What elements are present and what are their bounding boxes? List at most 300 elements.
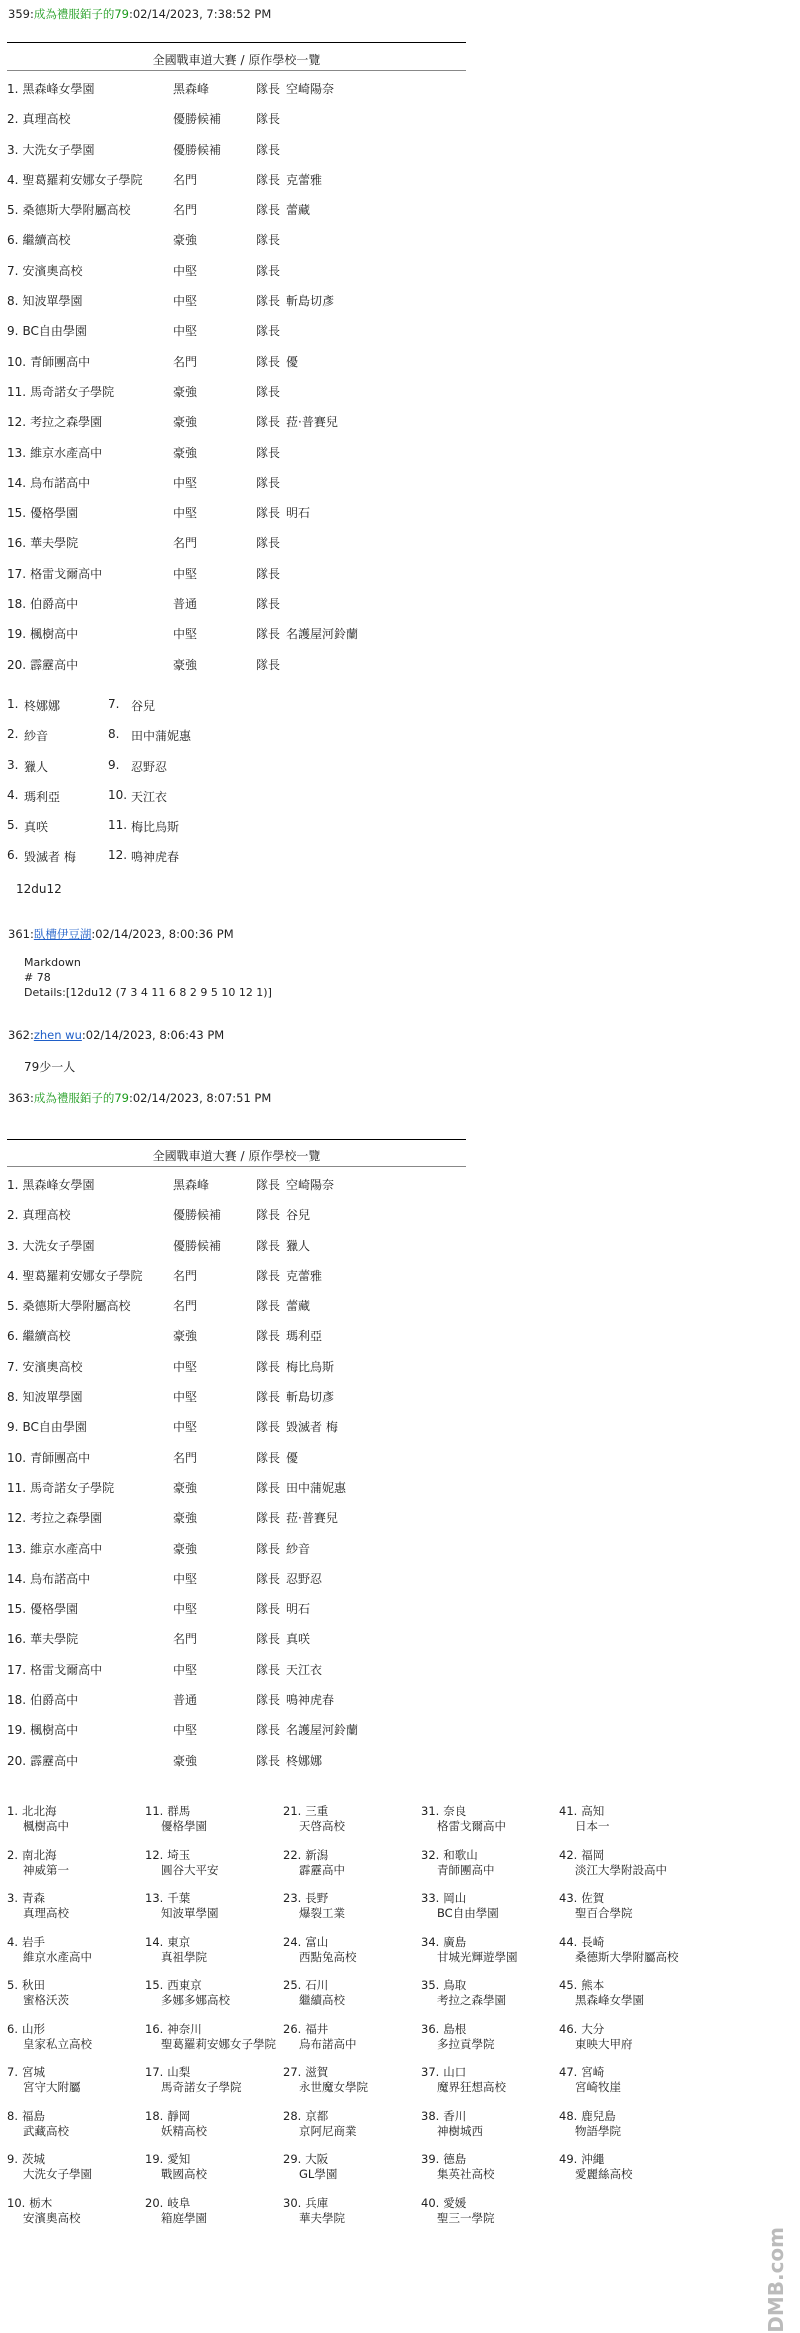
captain — [256, 1600, 310, 1617]
captain-name: 明石 — [286, 506, 311, 521]
school-name-text: 真理高校 — [22, 112, 71, 127]
captain-name: 瑪利亞 — [286, 1329, 323, 1344]
prefecture-number: 12. — [145, 1847, 164, 1862]
prefecture-name — [421, 1935, 561, 1950]
captain — [256, 444, 286, 461]
prefecture-number: 14. — [145, 1934, 164, 1949]
captain — [256, 1206, 310, 1223]
captain — [256, 474, 286, 491]
row-number: 4. — [7, 1268, 19, 1283]
prefecture-school: 多娜多娜高校 — [161, 1993, 230, 2007]
captain — [256, 322, 286, 339]
school-name-text: 伯爵高中 — [30, 1693, 79, 1708]
candidate-name: 忍野忍 — [131, 759, 168, 774]
school-name-text: 格雷戈爾高中 — [30, 1662, 103, 1677]
school-tier: 中堅 — [173, 506, 198, 521]
school-name-text: 黑森峰女學園 — [22, 82, 95, 96]
row-number: 3. — [7, 142, 19, 157]
school-name — [7, 1418, 87, 1435]
prefecture-name — [421, 2022, 561, 2037]
captain-label: 隊長 — [256, 566, 281, 581]
school-name-text: 聖葛羅莉安娜女子學院 — [22, 172, 143, 187]
prefecture-number: 29. — [283, 2152, 302, 2166]
captain-label: 隊長 — [256, 324, 281, 339]
prefecture-entry — [145, 2152, 285, 2182]
prefecture-label: 富山 — [305, 1934, 329, 1949]
prefecture-label: 栃木 — [29, 2195, 53, 2210]
captain — [256, 1721, 358, 1738]
candidate-name: 紗音 — [24, 729, 49, 744]
prefecture-name — [559, 2152, 699, 2167]
prefecture-entry — [559, 2109, 699, 2139]
prefecture-school: 妖精高校 — [161, 2123, 207, 2138]
row-number: 9. — [7, 1420, 19, 1435]
prefecture-label: 滋賀 — [305, 2065, 329, 2079]
post-number: 363: — [8, 1091, 34, 1105]
candidate-name: 毀滅者 梅 — [24, 850, 76, 865]
prefecture-label: 西東京 — [167, 1978, 202, 1992]
prefecture-number: 42. — [559, 1847, 578, 1862]
row-number: 8. — [7, 294, 19, 309]
prefecture-entry — [283, 2196, 423, 2226]
school-name — [7, 1721, 78, 1738]
school-tier: 名門 — [173, 203, 198, 218]
prefecture-school: 真祖學院 — [161, 1949, 207, 1964]
school-name-text: BC自由學園 — [22, 324, 87, 339]
school-row — [7, 1509, 507, 1539]
school-tier: 豪強 — [173, 1329, 198, 1344]
prefecture-name — [283, 2065, 423, 2080]
school-name — [7, 1540, 102, 1557]
markdown-result: # 78 — [24, 971, 51, 984]
school-tier: 中堅 — [173, 294, 198, 309]
prefecture-school: 格雷戈爾高中 — [437, 1819, 506, 1833]
school-tier: 豪強 — [173, 1480, 198, 1495]
school-row — [7, 231, 507, 261]
candidate-name: 獵人 — [24, 759, 49, 774]
prefecture-number: 15. — [145, 1978, 164, 1992]
captain-name: 克蕾雅 — [286, 172, 323, 187]
post-number: 359: — [8, 7, 34, 21]
row-number: 20. — [7, 1753, 27, 1768]
captain — [256, 1388, 334, 1405]
prefecture-number: 11. — [145, 1804, 164, 1818]
school-name — [7, 1237, 94, 1254]
prefecture-number: 19. — [145, 2152, 164, 2166]
prefecture-number: 8. — [7, 2108, 18, 2123]
prefecture-entry — [559, 1978, 699, 2008]
prefecture-school: 集英社高校 — [437, 2167, 495, 2181]
prefecture-entry — [421, 2022, 561, 2052]
captain-name: 克蕾雅 — [286, 1268, 323, 1283]
prefecture-entry — [7, 2109, 147, 2139]
table-top-rule — [7, 42, 466, 43]
prefecture-number: 25. — [283, 1978, 302, 1992]
row-number: 4. — [7, 172, 19, 187]
captain-name: 柊娜娜 — [286, 1753, 323, 1768]
prefecture-number: 37. — [421, 2065, 440, 2079]
school-tier: 名門 — [173, 1268, 198, 1283]
prefecture-number: 7. — [7, 2065, 18, 2079]
prefecture-number: 39. — [421, 2152, 440, 2166]
prefecture-label: 群馬 — [167, 1804, 191, 1818]
prefecture-label: 新潟 — [305, 1847, 329, 1862]
prefecture-name — [283, 2196, 423, 2211]
prefecture-school: 宮崎牧崖 — [575, 2080, 621, 2094]
school-row — [7, 565, 507, 595]
prefecture-entry — [145, 1891, 285, 1921]
school-name-text: 青師團高中 — [30, 1450, 91, 1465]
prefecture-label: 宮城 — [21, 2065, 45, 2079]
school-tier: 中堅 — [173, 1723, 198, 1738]
prefecture-school: 京阿尼商業 — [299, 2123, 357, 2138]
prefecture-label: 青森 — [21, 1891, 45, 1905]
prefecture-number: 18. — [145, 2108, 164, 2123]
candidate-number: 11. — [108, 818, 128, 833]
school-name-text: 知波單學園 — [22, 1390, 83, 1405]
prefecture-entry — [283, 1978, 423, 2008]
row-number: 18. — [7, 597, 27, 612]
prefecture-name — [559, 1848, 699, 1863]
school-name — [7, 1206, 70, 1223]
prefecture-entry — [283, 2152, 423, 2182]
prefecture-school: 華夫學院 — [299, 2210, 345, 2225]
row-number: 2. — [7, 1208, 19, 1223]
captain-label: 隊長 — [256, 1238, 281, 1253]
candidate-number: 5. — [7, 818, 19, 833]
prefecture-school: 神樹城西 — [437, 2123, 483, 2138]
school-tier: 中堅 — [173, 1390, 198, 1405]
prefecture-school: 聖葛羅莉安娜女子學院 — [161, 2036, 276, 2051]
prefecture-number: 27. — [283, 2065, 302, 2079]
row-number: 8. — [7, 1390, 19, 1405]
row-number: 5. — [7, 1299, 19, 1314]
prefecture-name — [559, 2022, 699, 2037]
prefecture-entry — [421, 1848, 561, 1878]
row-number: 1. — [7, 1178, 19, 1192]
prefecture-label: 大阪 — [305, 2152, 329, 2166]
prefecture-entry — [283, 2109, 423, 2139]
prefecture-label: 南北海 — [21, 1847, 57, 1862]
prefecture-label: 兵庫 — [305, 2195, 329, 2210]
captain-name: 天江衣 — [286, 1662, 323, 1677]
captain-name: 菈·普賽兒 — [286, 415, 338, 430]
prefecture-school: GL學園 — [299, 2167, 338, 2181]
dice-text: 12du12 — [16, 882, 62, 896]
school-tier: 豪強 — [173, 415, 198, 430]
captain-label: 隊長 — [256, 1450, 281, 1465]
school-name — [7, 80, 94, 97]
school-name — [7, 625, 78, 642]
prefecture-entry — [7, 2065, 147, 2095]
prefecture-name — [145, 2109, 285, 2124]
school-row — [7, 1176, 507, 1206]
prefecture-label: 鳥取 — [443, 1978, 467, 1992]
row-number: 2. — [7, 112, 19, 127]
prefecture-number: 22. — [283, 1847, 302, 1862]
prefecture-label: 岐阜 — [167, 2195, 191, 2210]
school-name — [7, 1297, 130, 1314]
prefecture-name — [145, 2196, 285, 2211]
post-timestamp: :02/14/2023, 7:38:52 PM — [128, 7, 272, 21]
prefecture-entry — [421, 2065, 561, 2095]
school-row — [7, 595, 507, 625]
prefecture-name — [421, 2065, 561, 2080]
prefecture-school: 聖百合學院 — [575, 1906, 633, 1920]
captain-label: 隊長 — [256, 142, 281, 157]
school-name — [7, 171, 142, 188]
prefecture-name — [421, 2109, 561, 2124]
school-name — [7, 1509, 102, 1526]
captain — [256, 565, 286, 582]
school-row — [7, 1418, 507, 1448]
prefecture-name — [283, 1978, 423, 1993]
school-name — [7, 1267, 142, 1284]
prefecture-name — [559, 1978, 699, 1993]
captain — [256, 171, 322, 188]
captain-label: 隊長 — [256, 1178, 281, 1192]
school-tier: 中堅 — [173, 1602, 198, 1617]
prefecture-number: 44. — [559, 1934, 578, 1949]
candidate-number: 2. — [7, 727, 19, 742]
prefecture-entry — [7, 1891, 147, 1921]
row-number: 16. — [7, 1632, 27, 1647]
prefecture-number: 34. — [421, 1934, 440, 1949]
prefecture-name — [7, 2152, 147, 2167]
prefecture-school: 霹靂高中 — [299, 1862, 345, 1877]
row-number: 12. — [7, 415, 27, 430]
captain — [256, 1570, 322, 1587]
prefecture-label: 沖繩 — [581, 2152, 605, 2166]
prefecture-entry — [7, 2022, 147, 2052]
prefecture-name — [7, 1891, 147, 1906]
captain — [256, 1297, 310, 1314]
school-name-text: 知波單學園 — [22, 294, 83, 309]
captain-label: 隊長 — [256, 657, 281, 672]
school-tier: 優勝候補 — [173, 142, 222, 157]
school-tier: 豪強 — [173, 445, 198, 460]
school-name — [7, 1327, 70, 1344]
prefecture-label: 香川 — [443, 2108, 467, 2123]
school-name — [7, 534, 78, 551]
prefecture-number: 28. — [283, 2108, 302, 2123]
prefecture-label: 島根 — [443, 2021, 467, 2036]
candidate-name: 真咲 — [24, 820, 49, 835]
table-title-rule — [7, 70, 466, 71]
school-row — [7, 656, 507, 686]
captain-label: 隊長 — [256, 536, 281, 551]
prefecture-number: 45. — [559, 1978, 578, 1992]
post-username[interactable]: zhen wu — [33, 1028, 82, 1042]
captain-name: 谷兒 — [286, 1208, 311, 1223]
school-tier: 名門 — [173, 1632, 198, 1647]
prefecture-entry — [421, 2109, 561, 2139]
school-tier: 中堅 — [173, 1662, 198, 1677]
school-row — [7, 353, 507, 383]
captain-label: 隊長 — [256, 506, 281, 521]
school-name-text: 聖葛羅莉安娜女子學院 — [22, 1268, 143, 1283]
captain-name: 菈·普賽兒 — [286, 1511, 338, 1526]
prefecture-entry — [283, 1804, 423, 1834]
captain — [256, 1176, 334, 1193]
captain-name: 蕾藏 — [286, 203, 311, 218]
captain-label: 隊長 — [256, 82, 281, 96]
prefecture-label: 山梨 — [167, 2065, 191, 2079]
captain-name: 田中蒲妮惠 — [286, 1480, 347, 1495]
captain — [256, 1540, 310, 1557]
post-header-363 — [8, 1090, 271, 1106]
captain — [256, 262, 286, 279]
prefecture-school: 黑森峰女學園 — [575, 1993, 644, 2007]
candidate-number: 4. — [7, 787, 19, 802]
school-tier: 名門 — [173, 536, 198, 551]
captain-label: 隊長 — [256, 475, 281, 490]
prefecture-name — [559, 1935, 699, 1950]
prefecture-label: 宮崎 — [581, 2065, 605, 2079]
prefecture-label: 高知 — [581, 1804, 605, 1818]
prefecture-number: 47. — [559, 2065, 578, 2079]
reply-text: 79少一人 — [24, 1060, 76, 1074]
prefecture-label: 德島 — [443, 2152, 467, 2166]
prefecture-school: 愛麗絲高校 — [575, 2167, 633, 2181]
prefecture-name — [283, 2022, 423, 2037]
school-name — [7, 1752, 78, 1769]
captain-label: 隊長 — [256, 1511, 281, 1526]
captain — [256, 1479, 346, 1496]
school-row — [7, 474, 507, 504]
prefecture-name — [145, 1848, 285, 1863]
captain-name: 空崎陽奈 — [286, 82, 335, 96]
captain-label: 隊長 — [256, 354, 281, 369]
prefecture-name — [7, 2065, 147, 2080]
candidate-name: 柊娜娜 — [24, 699, 61, 713]
captain — [256, 383, 286, 400]
school-row — [7, 171, 507, 201]
school-tier: 中堅 — [173, 627, 198, 642]
school-name — [7, 231, 70, 248]
school-tier: 名門 — [173, 1450, 198, 1465]
prefecture-number: 2. — [7, 1847, 18, 1862]
captain-label: 隊長 — [256, 203, 281, 218]
prefecture-number: 17. — [145, 2065, 164, 2079]
prefecture-label: 長崎 — [581, 1934, 605, 1949]
prefecture-name — [421, 1891, 561, 1906]
prefecture-school: 維京水產高中 — [23, 1949, 92, 1964]
prefecture-name — [421, 1978, 561, 1993]
captain-name: 優 — [286, 354, 299, 369]
prefecture-label: 秋田 — [21, 1978, 45, 1992]
school-name — [7, 444, 102, 461]
prefecture-label: 靜岡 — [167, 2108, 191, 2123]
captain — [256, 1752, 322, 1769]
school-row — [7, 262, 507, 292]
row-number: 10. — [7, 1450, 27, 1465]
prefecture-entry — [559, 2022, 699, 2052]
row-number: 11. — [7, 1480, 27, 1495]
prefecture-number: 48. — [559, 2108, 578, 2123]
school-name — [7, 201, 130, 218]
prefecture-name — [559, 1804, 699, 1819]
prefecture-name — [145, 1891, 285, 1906]
captain — [256, 201, 310, 218]
captain — [256, 353, 298, 370]
prefecture-name — [559, 1891, 699, 1906]
school-row — [7, 413, 507, 443]
row-number: 7. — [7, 1359, 19, 1374]
prefecture-number: 32. — [421, 1847, 440, 1862]
post-username[interactable]: 臥槽伊豆湖 — [33, 927, 92, 941]
school-name-text: 考拉之森學園 — [30, 1511, 103, 1526]
prefecture-school: 考拉之森學園 — [437, 1993, 506, 2007]
post-number: 361: — [8, 927, 34, 941]
prefecture-label: 三重 — [305, 1804, 329, 1818]
prefecture-entry — [7, 1935, 147, 1965]
prefecture-entry — [421, 2196, 561, 2226]
captain-name: 毀滅者 梅 — [286, 1420, 338, 1435]
prefecture-name — [421, 1804, 561, 1819]
school-name-text: BC自由學園 — [22, 1420, 87, 1435]
school-row — [7, 1237, 507, 1267]
prefecture-school: 多拉貢學院 — [437, 2036, 495, 2051]
post-username[interactable]: 成為禮服銆子的79 — [33, 7, 129, 21]
captain-label: 隊長 — [256, 1359, 281, 1374]
candidate-name: 瑪利亞 — [24, 789, 61, 804]
prefecture-name — [7, 1978, 147, 1993]
school-tier: 名門 — [173, 172, 198, 187]
prefecture-number: 21. — [283, 1804, 302, 1818]
prefecture-label: 東京 — [167, 1934, 191, 1949]
captain-label: 隊長 — [256, 263, 281, 278]
school-name-text: 優格學園 — [30, 506, 79, 521]
row-number: 19. — [7, 627, 27, 642]
row-number: 13. — [7, 445, 27, 460]
captain-label: 隊長 — [256, 1420, 281, 1435]
prefecture-label: 奈良 — [443, 1804, 467, 1818]
captain-name: 蕾藏 — [286, 1299, 311, 1314]
candidate-number: 7. — [108, 697, 120, 711]
captain-label: 隊長 — [256, 172, 281, 187]
row-number: 6. — [7, 1329, 19, 1344]
school-row — [7, 1206, 507, 1236]
prefecture-entry — [559, 2152, 699, 2182]
prefecture-name — [283, 1848, 423, 1863]
prefecture-entry — [283, 2022, 423, 2052]
captain-label: 隊長 — [256, 1602, 281, 1617]
prefecture-entry — [559, 1891, 699, 1921]
captain — [256, 292, 334, 309]
prefecture-number: 38. — [421, 2108, 440, 2123]
school-name — [7, 1449, 90, 1466]
candidate-name: 天江衣 — [131, 789, 168, 804]
prefecture-number: 5. — [7, 1978, 18, 1992]
prefecture-school: 甘城光輝遊學園 — [437, 1949, 518, 1964]
prefecture-school: 大洗女子學園 — [23, 2167, 92, 2181]
school-row — [7, 625, 507, 655]
captain-label: 隊長 — [256, 1693, 281, 1708]
school-name-text: 楓樹高中 — [30, 1723, 79, 1738]
prefecture-entry — [145, 1978, 285, 2008]
captain-name: 忍野忍 — [286, 1571, 323, 1586]
row-number: 10. — [7, 354, 27, 369]
captain — [256, 1509, 338, 1526]
prefecture-school: 青師團高中 — [437, 1862, 495, 1877]
school-tier: 中堅 — [173, 1420, 198, 1435]
school-table-2 — [7, 1176, 507, 1782]
prefecture-school: 武藏高校 — [23, 2123, 69, 2138]
school-name — [7, 292, 82, 309]
prefecture-number: 4. — [7, 1934, 18, 1949]
post-username[interactable]: 成為禮服銆子的79 — [33, 1091, 129, 1105]
